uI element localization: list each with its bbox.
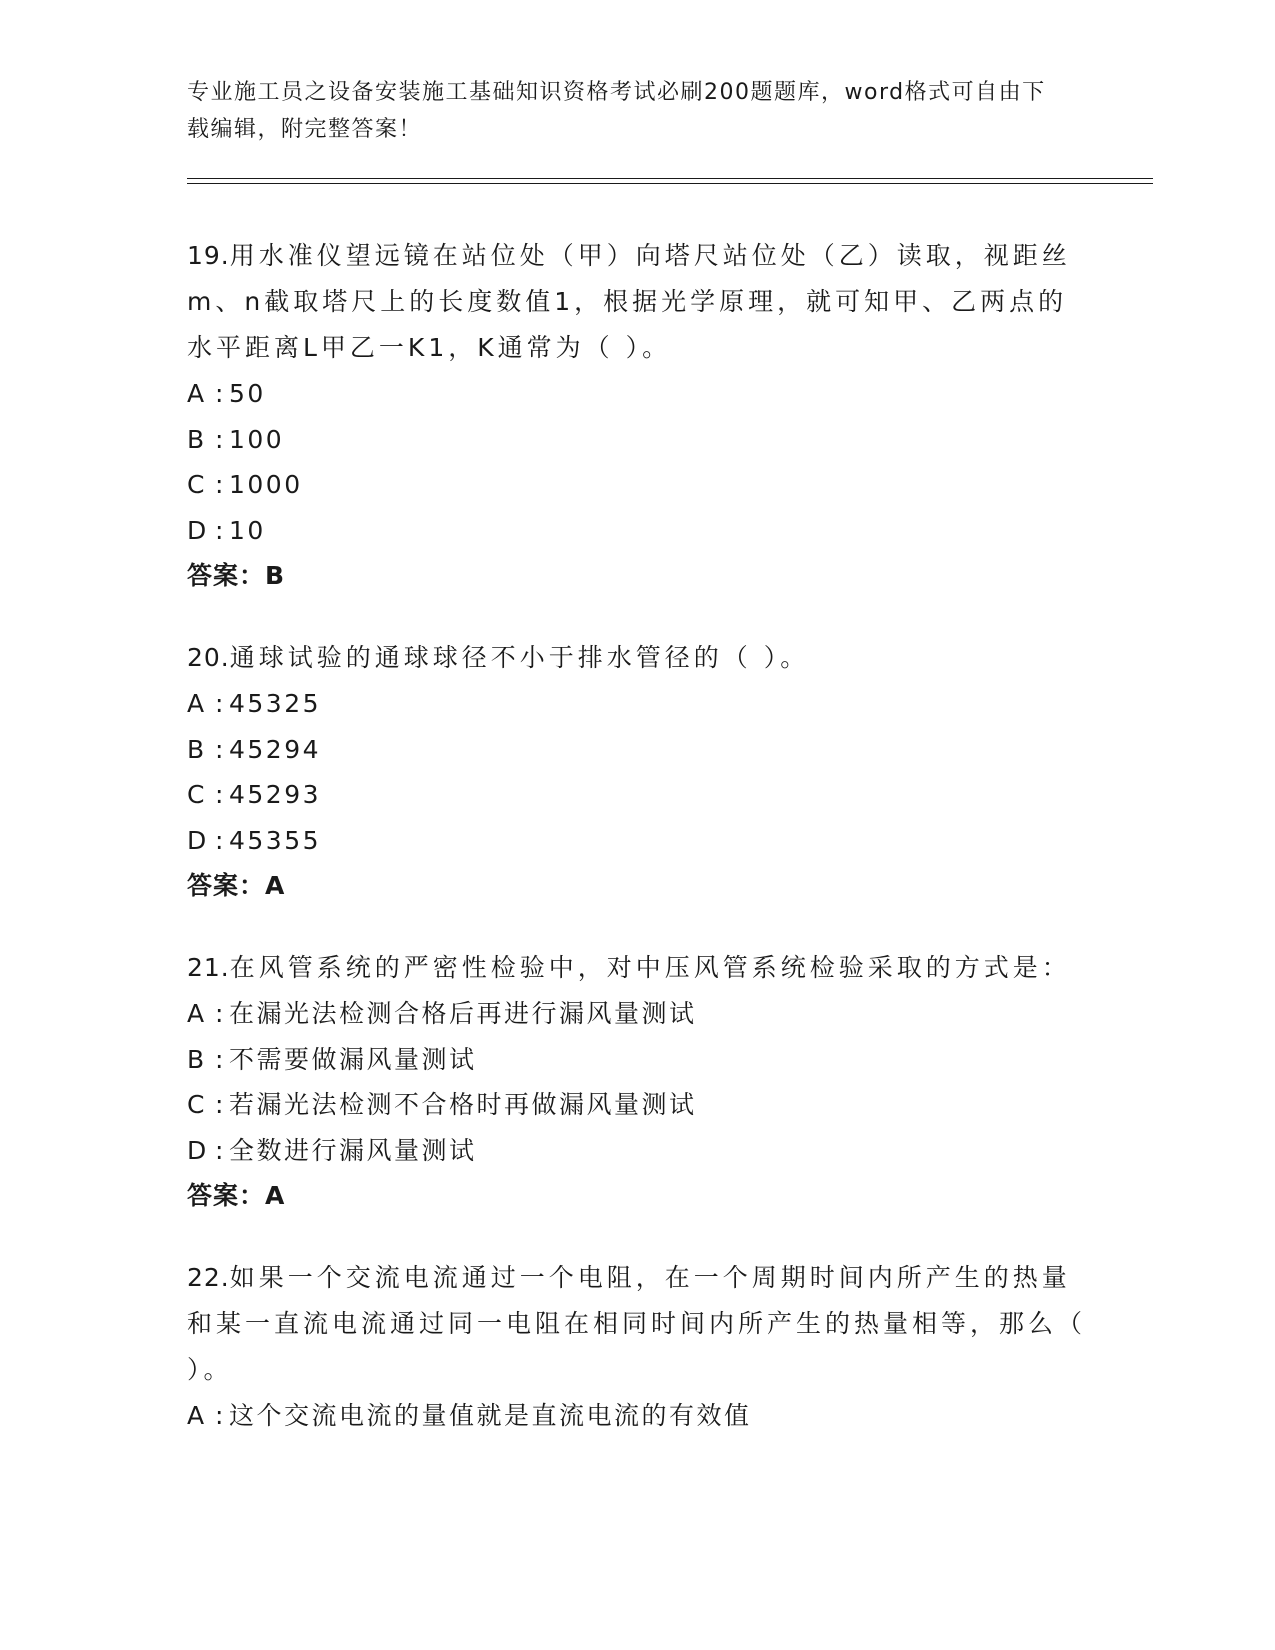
question-22 <box>187 1255 1087 1439</box>
option-letter: B <box>187 1044 206 1074</box>
question-stem <box>187 635 1087 681</box>
option-letter: C <box>187 470 206 499</box>
option-d: D : 45355 <box>187 818 1087 864</box>
option-text: 1000 <box>229 470 303 499</box>
question-text: 在风管系统的严密性检验中，对中压风管系统检验采取的方式是： <box>229 953 1071 982</box>
option-a: A : 这个交流电流的量值就是直流电流的有效值 <box>187 1393 1087 1439</box>
option-letter: C <box>187 780 206 809</box>
question-number: 20. <box>187 643 230 672</box>
option-a: A : 50 <box>187 371 1087 417</box>
option-d: D : 全数进行漏风量测试 <box>187 1128 1087 1174</box>
question-text: 如果一个交流电流通过一个电阻，在一个周期时间内所产生的热量和某一直流电流通过同一电阻在相同时间内所产生的热量相等，那么（ ）。 <box>187 1263 1087 1384</box>
option-a: A : 在漏光法检测合格后再进行漏风量测试 <box>187 991 1087 1037</box>
page-header <box>187 74 1067 148</box>
option-b: B : 100 <box>187 417 1087 463</box>
answer-line: 答案：A <box>187 1181 286 1210</box>
option-c: C : 若漏光法检测不合格时再做漏风量测试 <box>187 1082 1087 1128</box>
question-21 <box>187 945 1087 1219</box>
option-letter: D <box>187 825 208 855</box>
option-text: 10 <box>229 515 266 545</box>
question-text: 通球试验的通球球径不小于排水管径的（ ）。 <box>229 643 810 672</box>
option-d: D : 10 <box>187 508 1087 554</box>
option-c: C : 1000 <box>187 462 1087 508</box>
answer-line: 答案：A <box>187 871 286 900</box>
option-text: 100 <box>229 424 285 454</box>
option-letter: A <box>187 1401 206 1430</box>
header-divider-bottom <box>187 183 1153 184</box>
header-divider-top <box>187 178 1153 179</box>
question-20 <box>187 635 1087 909</box>
question-text: 用水准仪望远镜在站位处（甲）向塔尺站位处（乙）读取，视距丝m、n截取塔尺上的长度数值1，根据光学原理，就可知甲、乙两点的水平距离L甲乙一K1，K通常为（ ）。 <box>187 241 1071 362</box>
option-text: 不需要做漏风量测试 <box>229 1044 477 1074</box>
question-list <box>187 233 1087 1475</box>
option-text: 全数进行漏风量测试 <box>229 1135 477 1165</box>
option-b: B : 不需要做漏风量测试 <box>187 1037 1087 1083</box>
question-stem <box>187 233 1087 371</box>
option-letter: B <box>187 424 206 454</box>
option-text: 在漏光法检测合格后再进行漏风量测试 <box>229 999 697 1028</box>
question-number: 21. <box>187 953 230 982</box>
option-c: C : 45293 <box>187 772 1087 818</box>
option-letter: A <box>187 999 206 1028</box>
answer-line: 答案：B <box>187 561 286 590</box>
option-letter: C <box>187 1090 206 1119</box>
option-letter: A <box>187 689 206 718</box>
option-text: 这个交流电流的量值就是直流电流的有效值 <box>229 1401 752 1430</box>
option-letter: B <box>187 734 206 764</box>
option-text: 45355 <box>229 825 322 855</box>
option-text: 若漏光法检测不合格时再做漏风量测试 <box>229 1090 697 1119</box>
option-letter: D <box>187 1135 208 1165</box>
option-a: A : 45325 <box>187 681 1087 727</box>
question-19 <box>187 233 1087 599</box>
document-title: 专业施工员之设备安装施工基础知识资格考试必刷200题题库，word格式可自由下载编辑，附完整答案！ <box>187 80 1046 142</box>
option-letter: A <box>187 379 206 408</box>
option-b: B : 45294 <box>187 727 1087 773</box>
question-number: 19. <box>187 241 230 270</box>
question-stem <box>187 945 1087 991</box>
question-number: 22. <box>187 1263 230 1292</box>
option-text: 45325 <box>229 689 322 718</box>
option-text: 45294 <box>229 734 322 764</box>
option-text: 45293 <box>229 780 322 809</box>
option-letter: D <box>187 515 208 545</box>
question-stem <box>187 1255 1087 1393</box>
option-text: 50 <box>229 379 266 408</box>
